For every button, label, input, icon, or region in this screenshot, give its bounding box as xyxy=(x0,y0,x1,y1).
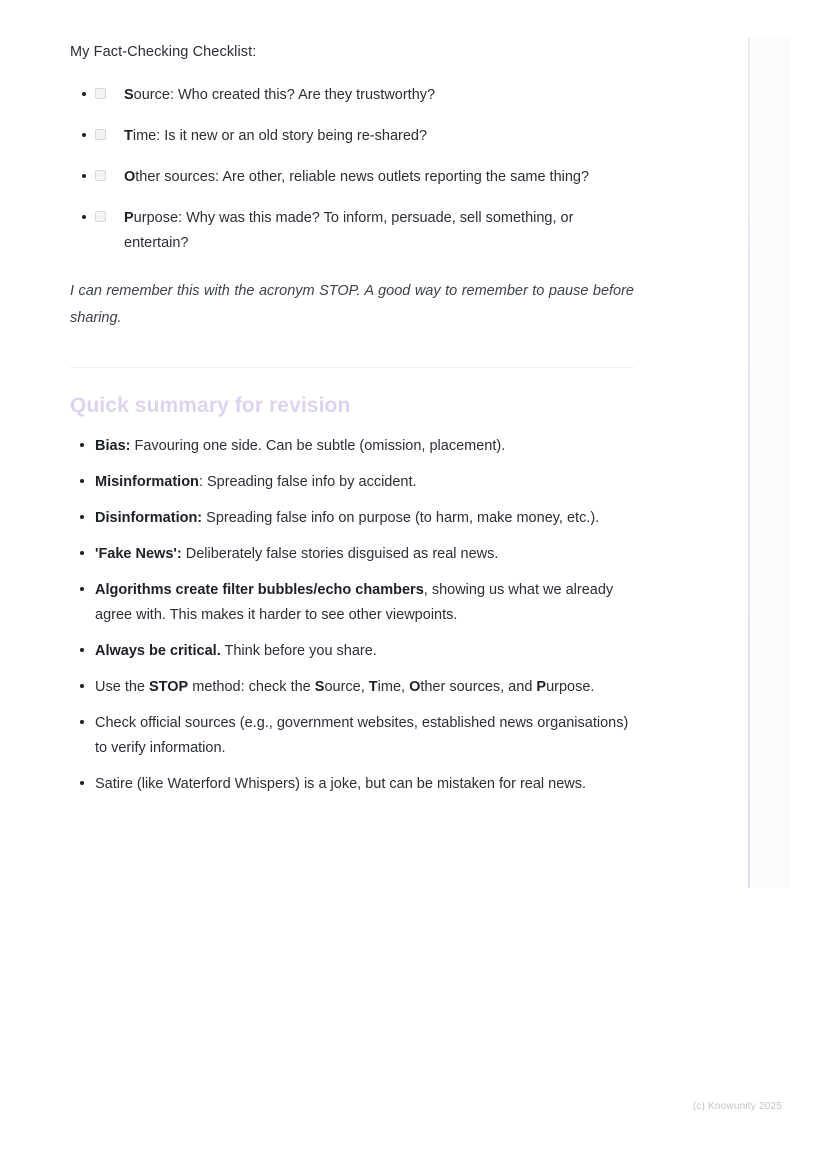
summary-term: Always be critical. xyxy=(95,642,221,659)
list-item xyxy=(70,165,636,190)
plain-text: ther sources, and xyxy=(420,678,537,695)
checklist-item-text: urpose: Why was this made? To inform, persuade, sell something, or entertain? xyxy=(124,209,574,251)
bullet-icon xyxy=(80,648,84,652)
bullet-icon xyxy=(80,587,84,591)
checklist-item-lead: S xyxy=(124,87,134,104)
emphasis-text: T xyxy=(368,678,378,695)
list-item xyxy=(70,675,636,700)
checklist-item-text: ime: Is it new or an old story being re-shared? xyxy=(132,127,428,144)
document-body xyxy=(70,0,636,808)
revision-summary-list xyxy=(70,434,636,796)
checkbox-icon[interactable] xyxy=(95,129,106,140)
emphasis-text: S xyxy=(314,678,325,695)
checkbox-icon[interactable] xyxy=(95,211,106,222)
fact-checking-checklist xyxy=(70,83,636,256)
checklist-item-lead: O xyxy=(124,168,136,185)
summary-detail: Satire (like Waterford Whispers) is a joke, but can be mistaken for real news. xyxy=(95,775,587,792)
plain-text: ime, xyxy=(377,678,410,695)
summary-term: Algorithms create filter bubbles/echo chambers xyxy=(95,582,424,599)
bullet-icon xyxy=(80,551,84,555)
list-item xyxy=(70,206,636,256)
checkbox-icon[interactable] xyxy=(95,170,106,181)
summary-detail: Think before you share. xyxy=(220,642,377,659)
bullet-icon xyxy=(82,174,86,178)
checklist-item-lead: T xyxy=(124,127,133,144)
plain-text: method: check the xyxy=(188,678,315,695)
page-title: Quick summary for revision xyxy=(70,394,351,418)
summary-term: Bias: xyxy=(95,438,131,455)
bullet-icon xyxy=(80,684,84,688)
section-divider xyxy=(70,367,634,368)
plain-text: Use the xyxy=(95,678,149,695)
list-item xyxy=(70,542,636,567)
summary-detail: Deliberately false stories disguised as real news. xyxy=(181,546,499,563)
bullet-icon xyxy=(80,443,84,447)
summary-term: 'Fake News': xyxy=(95,546,182,563)
checklist-item-lead: P xyxy=(124,209,134,226)
summary-detail-rich xyxy=(95,679,594,695)
list-item xyxy=(70,772,636,797)
bullet-icon xyxy=(82,92,86,96)
checklist-item-text: ther sources: Are other, reliable news outlets reporting the same thing? xyxy=(135,168,590,185)
summary-detail: , showing us what we already agree with. This makes it harder to see other viewpoints. xyxy=(95,582,614,624)
checklist-item-text: ource: Who created this? Are they trustworthy? xyxy=(133,87,436,104)
summary-detail: Favouring one side. Can be subtle (omission, placement). xyxy=(130,438,506,455)
summary-term: Misinformation xyxy=(95,474,199,491)
emphasis-text: P xyxy=(536,678,547,695)
plain-text: ource, xyxy=(324,678,369,695)
summary-detail: : Spreading false info by accident. xyxy=(198,474,417,491)
list-item xyxy=(70,639,636,664)
list-item xyxy=(70,434,636,459)
bullet-icon xyxy=(80,720,84,724)
checklist-intro-label: My Fact-Checking Checklist: xyxy=(70,44,257,60)
bullet-icon xyxy=(80,515,84,519)
summary-detail: Check official sources (e.g., government websites, established news organisations) to verify information. xyxy=(95,714,629,756)
right-side-panel xyxy=(751,38,790,888)
footer-copyright: (c) Knowunity 2025 xyxy=(692,1101,782,1112)
bullet-icon xyxy=(80,781,84,785)
bullet-icon xyxy=(82,133,86,137)
emphasis-text: STOP xyxy=(149,678,189,695)
list-item xyxy=(70,83,636,108)
emphasis-text: O xyxy=(409,678,421,695)
list-item xyxy=(70,124,636,149)
acronym-note: I can remember this with the acronym STOP. A good way to remember to pause before sharing. xyxy=(70,282,634,326)
list-item xyxy=(70,578,636,628)
list-item xyxy=(70,711,636,761)
summary-term: Disinformation: xyxy=(95,510,203,527)
plain-text: urpose. xyxy=(546,678,595,695)
summary-detail: Spreading false info on purpose (to harm, make money, etc.). xyxy=(202,510,600,527)
bullet-icon xyxy=(80,479,84,483)
list-item xyxy=(70,506,636,531)
right-accent-rule xyxy=(748,38,750,888)
bullet-icon xyxy=(82,215,86,219)
checkbox-icon[interactable] xyxy=(95,88,106,99)
list-item xyxy=(70,470,636,495)
